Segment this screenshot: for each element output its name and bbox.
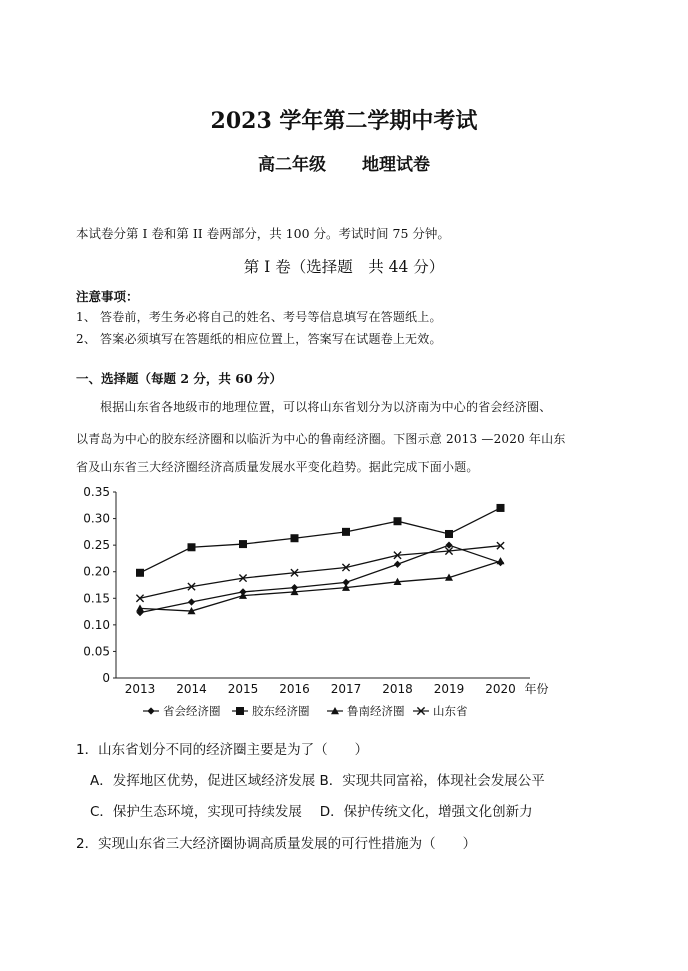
passage-line: 以青岛为中心的胶东经济圈和以临沂为中心的鲁南经济圈。下图示意 2013 —2020 年山东: [76, 432, 566, 446]
y-tick-label: 0.30: [83, 511, 110, 526]
question-stem: 2．实现山东省三大经济圈协调高质量发展的可行性措施为（ ）: [76, 836, 477, 852]
data-point: [188, 543, 196, 551]
passage-line: 省及山东省三大经济圈经济高质量发展水平变化趋势。据此完成下面小题。: [76, 460, 479, 474]
data-point: [239, 540, 247, 548]
data-point: [445, 530, 453, 538]
question-stem: 1．山东省划分不同的经济圈主要是为了（ ）: [76, 742, 369, 758]
x-tick-label: 2018: [382, 682, 413, 696]
data-point: [342, 528, 350, 536]
subject-label: 地理试卷: [362, 155, 430, 175]
question-option: C．保护生态环境，实现可持续发展 D．保护传统文化，增强文化创新力: [90, 804, 533, 820]
exam-title: 2023 学年第二学期中考试: [210, 108, 478, 134]
legend-label: 省会经济圈: [163, 704, 221, 718]
data-point: [188, 598, 195, 605]
x-tick-label: 2016: [279, 682, 310, 696]
line-chart: [0, 470, 688, 730]
notes-item: 2、 答案必须填写在答题纸的相应位置上，答案写在试题卷上无效。: [76, 332, 442, 346]
x-tick-label: 2014: [176, 682, 207, 696]
y-tick-label: 0.20: [83, 564, 110, 579]
legend-label: 山东省: [433, 704, 468, 718]
y-tick-label: 0.35: [83, 485, 110, 499]
y-tick-label: 0: [102, 671, 110, 685]
y-tick-label: 0.05: [83, 644, 110, 659]
question-option: A．发挥地区优势，促进区域经济发展 B．实现共同富裕，体现社会发展公平: [90, 773, 545, 789]
notes-heading: 注意事项：: [76, 289, 139, 304]
x-tick-label: 2019: [433, 682, 465, 696]
grade-label: 高二年级: [258, 155, 326, 175]
x-tick-label: 2017: [330, 682, 362, 696]
x-tick-label: 2020: [485, 682, 516, 696]
section-title: 第 I 卷（选择题 共 44 分）: [243, 258, 445, 276]
exam-intro: 本试卷分第 I 卷和第 II 卷两部分，共 100 分。考试时间 75 分钟。: [76, 226, 450, 241]
x-axis-label: 年份: [524, 682, 549, 696]
x-tick-label: 2015: [227, 682, 259, 696]
x-tick-label: 2013: [124, 682, 156, 696]
y-tick-label: 0.10: [83, 617, 110, 632]
data-point: [394, 517, 402, 525]
notes-item: 1、 答卷前，考生务必将自己的姓名、考号等信息填写在答题纸上。: [76, 310, 442, 324]
exam-subtitle: [0, 150, 688, 175]
y-tick-label: 0.15: [83, 591, 110, 606]
legend-marker: [147, 707, 154, 714]
legend-label: 鲁南经济圈: [347, 704, 405, 718]
data-point: [394, 561, 401, 568]
legend-label: 胶东经济圈: [252, 704, 310, 718]
series-line: [140, 508, 501, 573]
passage-line: 根据山东省各地级市的地理位置，可以将山东省划分为以济南为中心的省会经济圈、: [100, 400, 552, 414]
data-point: [497, 504, 505, 512]
data-point: [497, 557, 505, 564]
y-tick-label: 0.25: [83, 538, 110, 553]
data-point: [136, 569, 144, 577]
legend-marker: [236, 707, 244, 715]
part1-heading: 一、选择题（每题 2 分，共 60 分）: [76, 371, 283, 386]
data-point: [291, 534, 299, 542]
